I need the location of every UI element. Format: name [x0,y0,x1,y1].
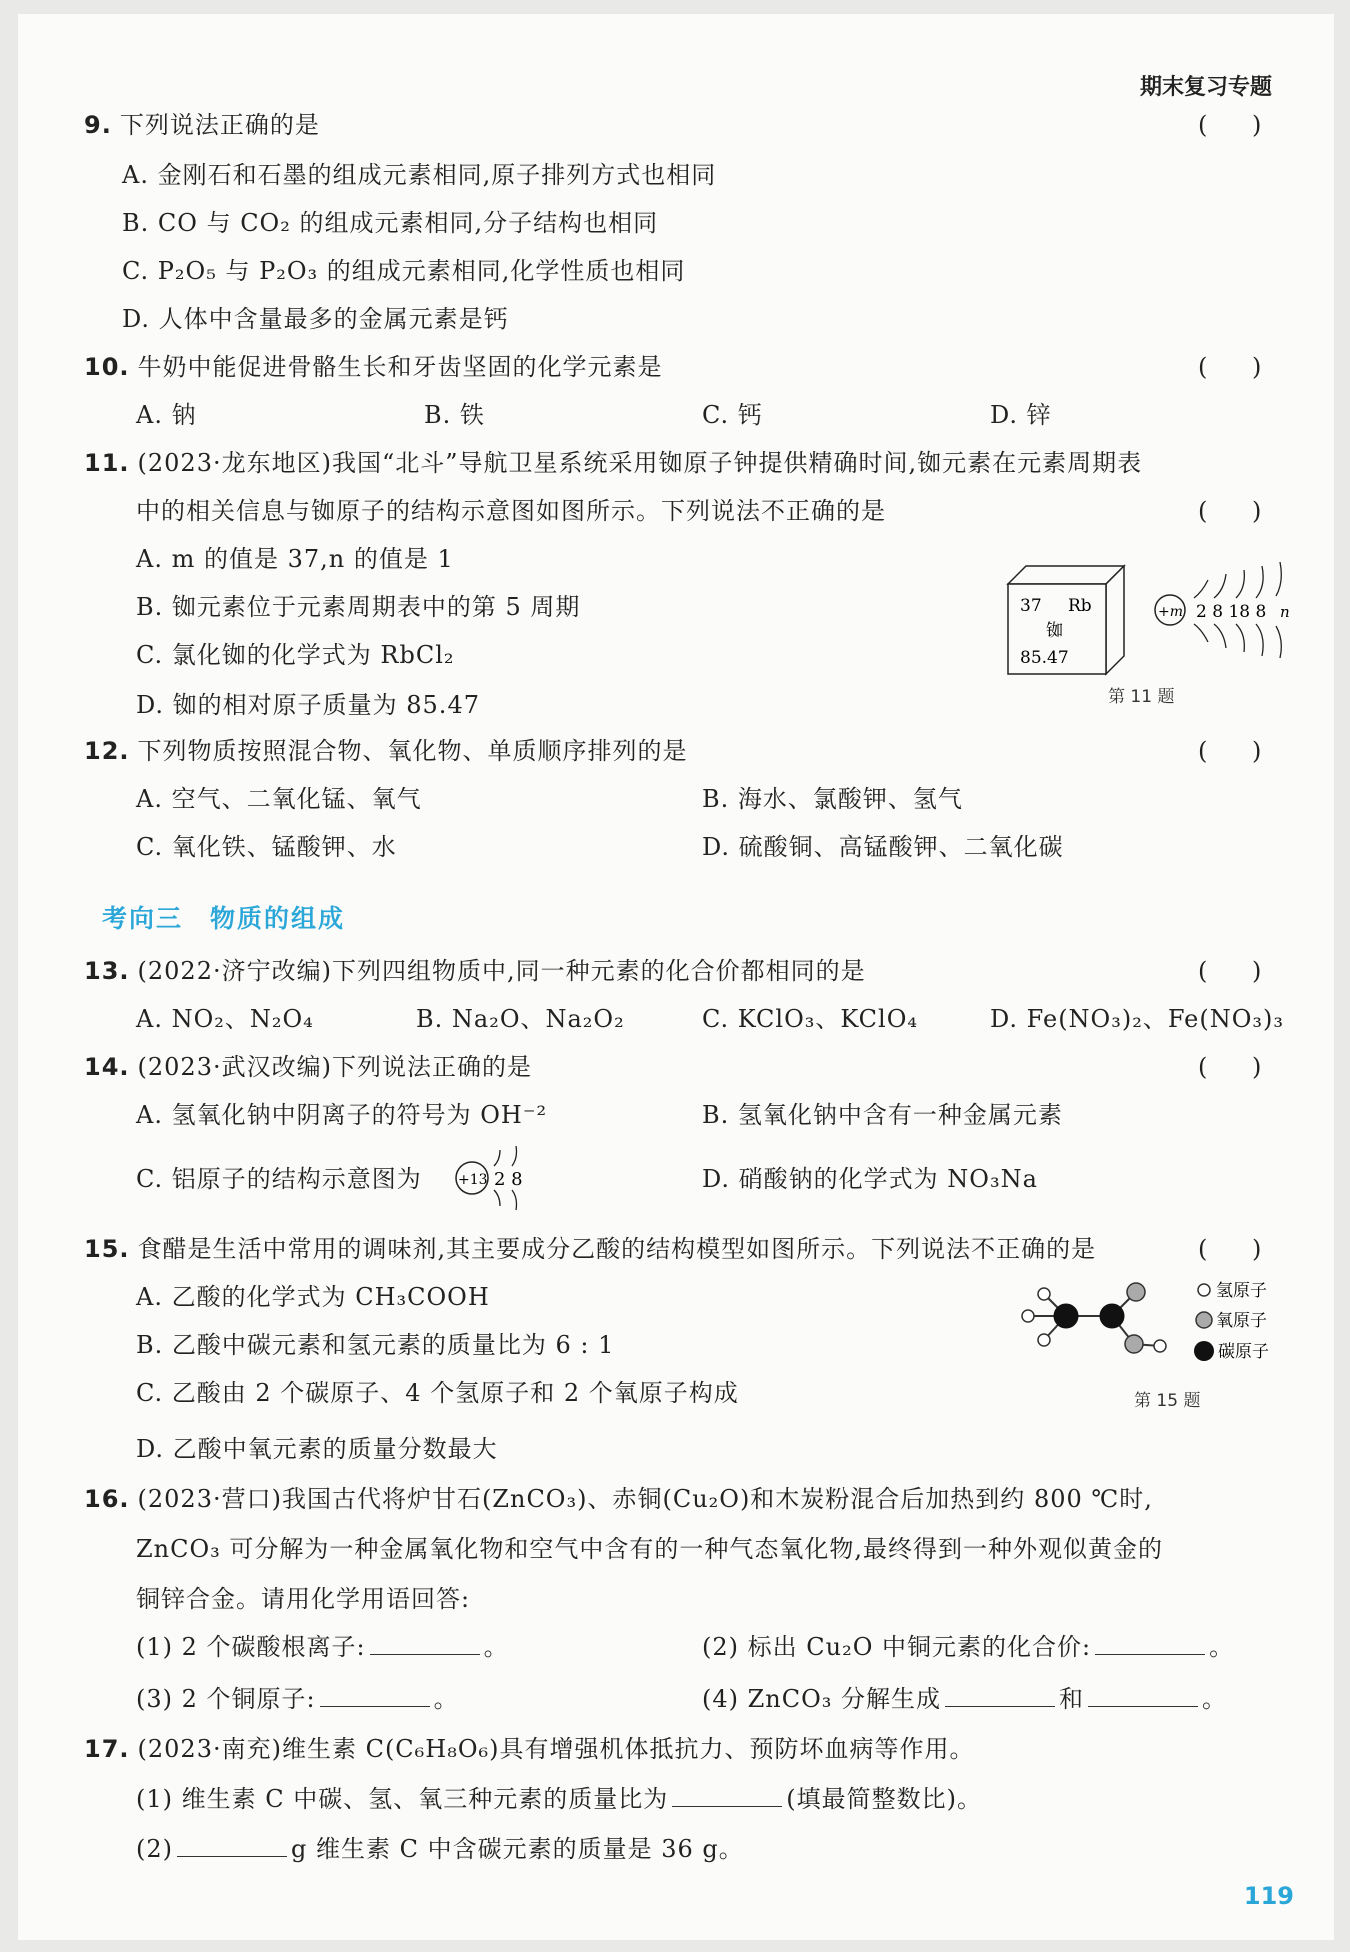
carbon-atom [1054,1304,1078,1328]
q11-option-a: A. m 的值是 37,n 的值是 1 [136,545,454,573]
q15-option-a: A. 乙酸的化学式为 CH₃COOH [136,1283,490,1311]
page [18,14,1334,1940]
q17-part-2: (2) g 维生素 C 中含碳元素的质量是 36 g。 [136,1835,744,1863]
q9-option-a: A. 金刚石和石墨的组成元素相同,原子排列方式也相同 [122,161,717,189]
answer-paren[interactable]: ( ) [1198,353,1262,381]
element-cell-figure [1006,548,1146,678]
q14-option-b: B. 氢氧化钠中含有一种金属元素 [702,1101,1063,1129]
legend-carbon: 碳原子 [1218,1342,1269,1362]
q10-option-a: A. 钠 [136,401,197,429]
q16-part-3: (3) 2 个铜原子: 。 [136,1685,459,1713]
element-name: 铷 [1046,621,1063,641]
q11-option-c: C. 氯化铷的化学式为 RbCl₂ [136,641,455,669]
figure-11-caption: 第 11 题 [1108,687,1175,707]
hydrogen-atom [1038,1334,1050,1346]
answer-blank[interactable] [1088,1684,1198,1707]
q16-part-2: (2) 标出 Cu₂O 中铜元素的化合价: 。 [702,1633,1235,1661]
q14-option-a: A. 氢氧化钠中阴离子的符号为 OH⁻² [136,1101,548,1129]
carbon-atom [1100,1304,1124,1328]
aluminum-nucleus-label: +13 [458,1172,488,1188]
aluminum-atom-diagram [454,1140,540,1216]
q16-part-1: (1) 2 个碳酸根离子: 。 [136,1633,509,1661]
q15-option-d: D. 乙酸中氧元素的质量分数最大 [136,1435,498,1463]
legend-oxygen: 氧原子 [1216,1311,1267,1331]
figure-15-caption: 第 15 题 [1134,1391,1201,1411]
answer-paren[interactable]: ( ) [1198,957,1262,985]
hydrogen-legend-icon [1198,1284,1210,1296]
question-14-stem: 14. (2023·武汉改编)下列说法正确的是 [84,1053,532,1081]
answer-blank[interactable] [370,1632,480,1655]
carbon-legend-icon [1194,1341,1214,1361]
q9-option-d: D. 人体中含量最多的金属元素是钙 [122,305,509,333]
hydrogen-atom [1154,1340,1166,1352]
question-11-stem: 11. (2023·龙东地区)我国“北斗”导航卫星系统采用铷原子钟提供精确时间,铷元素在元素周期表 [84,449,1143,477]
answer-blank[interactable] [1095,1632,1205,1655]
q13-option-b: B. Na₂O、Na₂O₂ [416,1005,625,1033]
molecule-legend [1194,1276,1314,1366]
q10-option-c: C. 钙 [702,401,763,429]
q16-part-4: (4) ZnCO₃ 分解生成 和 。 [702,1685,1228,1713]
question-12-stem: 12. 下列物质按照混合物、氧化物、单质顺序排列的是 [84,737,688,765]
element-mass: 85.47 [1020,648,1069,668]
answer-paren[interactable]: ( ) [1198,111,1262,139]
page-header: 期末复习专题 [1139,75,1272,100]
oxygen-legend-icon [1196,1312,1212,1328]
q13-option-c: C. KClO₃、KClO₄ [702,1005,919,1033]
q12-option-c: C. 氧化铁、锰酸钾、水 [136,833,397,861]
answer-paren[interactable]: ( ) [1198,1235,1262,1263]
nucleus-label: +m [1158,604,1184,620]
question-13-stem: 13. (2022·济宁改编)下列四组物质中,同一种元素的化合价都相同的是 [84,957,866,985]
question-16-stem-3: 铜锌合金。请用化学用语回答: [136,1585,471,1613]
shell-electrons: 2 8 18 8 [1196,602,1267,622]
question-16-stem: 16. (2023·营口)我国古代将炉甘石(ZnCO₃)、赤铜(Cu₂O)和木炭粉混合后加热到约 800 ℃时, [84,1485,1153,1513]
q14-option-c: C. 铝原子的结构示意图为 [136,1165,422,1193]
q13-option-a: A. NO₂、N₂O₄ [136,1005,314,1033]
answer-blank[interactable] [945,1684,1055,1707]
oxygen-atom [1127,1283,1145,1301]
answer-paren[interactable]: ( ) [1198,1053,1262,1081]
aluminum-shells: 2 8 [494,1169,523,1190]
acetic-acid-model [1020,1274,1170,1364]
question-11-stem-2: 中的相关信息与铷原子的结构示意图如图所示。下列说法不正确的是 [136,497,886,525]
answer-blank[interactable] [672,1784,782,1807]
page-number: 119 [1243,1882,1294,1910]
question-10-stem: 10. 牛奶中能促进骨骼生长和牙齿坚固的化学元素是 [84,353,663,381]
element-number: 37 [1020,596,1042,616]
answer-paren[interactable]: ( ) [1198,497,1262,525]
q17-part-1: (1) 维生素 C 中碳、氢、氧三种元素的质量比为 (填最简整数比)。 [136,1785,982,1813]
legend-hydrogen: 氢原子 [1216,1281,1267,1301]
answer-blank[interactable] [177,1834,287,1857]
answer-paren[interactable]: ( ) [1198,737,1262,765]
q9-option-b: B. CO 与 CO₂ 的组成元素相同,分子结构也相同 [122,209,659,237]
last-shell-label: n [1280,603,1290,621]
question-17-stem: 17. (2023·南充)维生素 C(C₆H₈O₆)具有增强机体抵抗力、预防坏血病等作用。 [84,1735,975,1763]
q14-option-d: D. 硝酸钠的化学式为 NO₃Na [702,1165,1038,1193]
q11-option-b: B. 铷元素位于元素周期表中的第 5 周期 [136,593,581,621]
q12-option-d: D. 硫酸铜、高锰酸钾、二氧化碳 [702,833,1064,861]
q12-option-b: B. 海水、氯酸钾、氢气 [702,785,963,813]
rubidium-atom-diagram [1152,562,1302,658]
q10-option-d: D. 锌 [990,401,1052,429]
answer-blank[interactable] [320,1684,430,1707]
hydrogen-atom [1022,1310,1034,1322]
q9-option-c: C. P₂O₅ 与 P₂O₃ 的组成元素相同,化学性质也相同 [122,257,686,285]
q11-option-d: D. 铷的相对原子质量为 85.47 [136,691,480,719]
q15-option-c: C. 乙酸由 2 个碳原子、4 个氢原子和 2 个氧原子构成 [136,1379,739,1407]
oxygen-atom [1125,1335,1143,1353]
hydrogen-atom [1038,1288,1050,1300]
q12-option-a: A. 空气、二氧化锰、氧气 [136,785,422,813]
section-title: 考向三 物质的组成 [102,904,346,933]
question-9-stem: 9. 下列说法正确的是 [84,111,320,139]
question-16-stem-2: ZnCO₃ 可分解为一种金属氧化物和空气中含有的一种气态氧化物,最终得到一种外观似黄金的 [136,1535,1164,1563]
element-symbol: Rb [1068,596,1092,616]
q15-option-b: B. 乙酸中碳元素和氢元素的质量比为 6 : 1 [136,1331,615,1359]
q10-option-b: B. 铁 [424,401,485,429]
q13-option-d: D. Fe(NO₃)₂、Fe(NO₃)₃ [990,1005,1285,1033]
question-15-stem: 15. 食醋是生活中常用的调味剂,其主要成分乙酸的结构模型如图所示。下列说法不正确的是 [84,1235,1097,1263]
